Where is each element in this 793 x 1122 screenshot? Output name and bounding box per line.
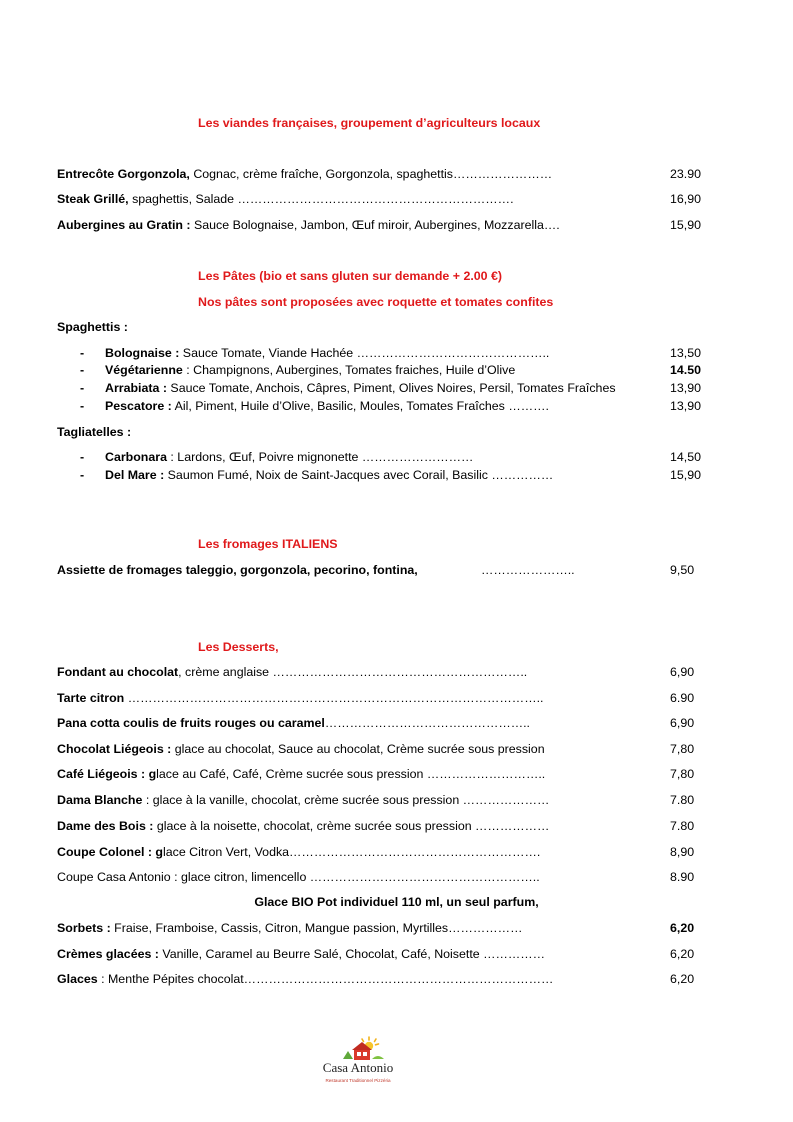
- menu-item-arrabiata: [105, 381, 616, 396]
- item-name: Café Liégeois : g: [57, 767, 157, 781]
- price-sorbets: 6,20: [670, 921, 695, 935]
- price-entrecote: 23.90: [670, 167, 702, 181]
- glace-bio-title: Glace BIO Pot individuel 110 ml, un seul parfum,: [254, 895, 539, 909]
- price-cheese-plate: 9,50: [670, 563, 695, 577]
- menu-item-glaces: [57, 972, 553, 987]
- menu-item-entrecote: [57, 167, 552, 182]
- price-pescatore: 13,90: [670, 399, 702, 413]
- item-name: Tarte citron: [57, 691, 125, 705]
- price-tarte-citron: 6.90: [670, 691, 695, 705]
- restaurant-logo: [316, 1036, 400, 1090]
- logo-name: Casa Antonio: [322, 1060, 394, 1075]
- price-cremes-glacees: 6,20: [670, 947, 695, 961]
- price-chocolat-liegeois: 7,80: [670, 742, 695, 756]
- menu-item-cafe-liegeois: [57, 767, 545, 782]
- item-name: Bolognaise :: [105, 346, 180, 360]
- menu-item-cheese-plate: Assiette de fromages taleggio, gorgonzola, pecorino, fontina,: [57, 563, 418, 577]
- item-description: spaghettis, Salade ………………………………………………………….: [128, 192, 514, 206]
- item-name: Pana cotta coulis de fruits rouges ou caramel: [57, 716, 325, 730]
- item-description: Ail, Piment, Huile d’Olive, Basilic, Moules, Tomates Fraîches ……….: [171, 399, 549, 413]
- price-steak: 16,90: [670, 192, 702, 206]
- menu-item-coupe-casa-antonio: [57, 870, 540, 885]
- bullet-dash: -: [80, 450, 85, 464]
- bullet-dash: -: [80, 468, 85, 482]
- item-name: Entrecôte Gorgonzola,: [57, 167, 190, 181]
- menu-item-pescatore: [105, 399, 549, 414]
- item-name: Dame des Bois :: [57, 819, 154, 833]
- price-arrabiata: 13,90: [670, 381, 702, 395]
- item-name: Sorbets :: [57, 921, 111, 935]
- menu-item-steak: [57, 192, 514, 207]
- item-name: Arrabiata :: [105, 381, 167, 395]
- item-name: Glaces: [57, 972, 98, 986]
- menu-item-tarte-citron: [57, 691, 543, 706]
- price-cafe-liegeois: 7,80: [670, 767, 695, 781]
- price-vegetarienne: 14.50: [670, 363, 702, 377]
- price-carbonara: 14,50: [670, 450, 702, 464]
- item-description: : Champignons, Aubergines, Tomates fraiches, Huile d’Olive: [182, 363, 516, 377]
- price-aubergines: 15,90: [670, 218, 702, 232]
- menu-item-cremes-glacees: [57, 947, 545, 962]
- menu-item-sorbets: [57, 921, 522, 936]
- item-description: lace Citron Vert, Vodka…………………………………………………….: [163, 845, 541, 859]
- item-description: Sauce Tomate, Viande Hachée ………………………………………..: [179, 346, 550, 360]
- item-description: Sauce Bolognaise, Jambon, Œuf miroir, Aubergines, Mozzarella….: [190, 218, 560, 232]
- item-description: Cognac, crème fraîche, Gorgonzola, spaghettis……………………: [189, 167, 553, 181]
- price-dame-des-bois: 7.80: [670, 819, 695, 833]
- price-glaces: 6,20: [670, 972, 695, 986]
- menu-item-aubergines: [57, 218, 560, 233]
- item-description: Fraise, Framboise, Cassis, Citron, Mangue passion, Myrtilles………………: [110, 921, 523, 935]
- bullet-dash: -: [80, 399, 85, 413]
- pasta-section-title: Les Pâtes (bio et sans gluten sur demande + 2.00 €): [198, 269, 503, 283]
- item-description: Coupe Casa Antonio : glace citron, limencello ………………………………………………..: [57, 870, 540, 884]
- item-description: : glace à la vanille, chocolat, crème sucrée sous pression …………………: [142, 793, 550, 807]
- cheese-dots: …………………..: [481, 563, 575, 577]
- price-fondant: 6,90: [670, 665, 695, 679]
- menu-item-carbonara: [105, 450, 473, 465]
- item-description: Saumon Fumé, Noix de Saint-Jacques avec Corail, Basilic ……………: [164, 468, 554, 482]
- menu-item-dama-blanche: [57, 793, 549, 808]
- price-del-mare: 15,90: [670, 468, 702, 482]
- bullet-dash: -: [80, 381, 85, 395]
- item-name: Steak Grillé,: [57, 192, 129, 206]
- item-name: Del Mare :: [105, 468, 165, 482]
- menu-item-chocolat-liegeois: [57, 742, 545, 757]
- meats-section-title: Les viandes françaises, groupement d’agriculteurs locaux: [198, 116, 541, 130]
- item-description: glace au chocolat, Sauce au chocolat, Crème sucrée sous pression: [171, 742, 545, 756]
- item-description: …………………………………………..: [324, 716, 530, 730]
- menu-item-fondant: [57, 665, 527, 680]
- item-name: Coupe Colonel : g: [57, 845, 163, 859]
- menu-item-bolognaise: [105, 346, 549, 361]
- price-bolognaise: 13,50: [670, 346, 702, 360]
- item-name: Chocolat Liégeois :: [57, 742, 172, 756]
- logo-tagline: Restaurant Traditionnel Pizzéria: [325, 1078, 391, 1083]
- item-description: glace à la noisette, chocolat, crème sucrée sous pression ………………: [153, 819, 550, 833]
- spaghettis-label: Spaghettis :: [57, 320, 128, 334]
- bullet-dash: -: [80, 363, 85, 377]
- desserts-section-title: Les Desserts,: [198, 640, 279, 654]
- item-description: : Menthe Pépites chocolat…………………………………………………………………: [97, 972, 554, 986]
- tagliatelles-label: Tagliatelles :: [57, 425, 132, 439]
- item-name: Crèmes glacées :: [57, 947, 159, 961]
- item-name: Fondant au chocolat: [57, 665, 179, 679]
- house-sun-icon: [316, 1036, 400, 1062]
- item-description: ………………………………………………………………………………………..: [124, 691, 544, 705]
- item-description: , crème anglaise ……………………………………………………..: [178, 665, 528, 679]
- menu-item-coupe-colonel: [57, 845, 540, 860]
- price-coupe-casa-antonio: 8.90: [670, 870, 695, 884]
- item-name: Carbonara: [105, 450, 167, 464]
- menu-item-pana-cotta: [57, 716, 530, 731]
- price-pana-cotta: 6,90: [670, 716, 695, 730]
- price-dama-blanche: 7.80: [670, 793, 695, 807]
- item-description: Sauce Tomate, Anchois, Câpres, Piment, Olives Noires, Persil, Tomates Fraîches: [166, 381, 616, 395]
- pasta-section-subtitle: Nos pâtes sont proposées avec roquette et tomates confites: [198, 295, 554, 309]
- menu-item-dame-des-bois: [57, 819, 549, 834]
- menu-item-vegetarienne: [105, 363, 515, 378]
- item-name: Aubergines au Gratin :: [57, 218, 191, 232]
- bullet-dash: -: [80, 346, 85, 360]
- menu-item-del-mare: [105, 468, 553, 483]
- item-description: lace au Café, Café, Crème sucrée sous pression ………………………..: [156, 767, 546, 781]
- price-coupe-colonel: 8,90: [670, 845, 695, 859]
- item-name: Végétarienne: [105, 363, 183, 377]
- cheese-section-title: Les fromages ITALIENS: [198, 537, 338, 551]
- item-name: Pescatore :: [105, 399, 172, 413]
- item-description: : Lardons, Œuf, Poivre mignonette ………………………: [166, 450, 474, 464]
- item-description: Vanille, Caramel au Beurre Salé, Chocolat, Café, Noisette ……………: [158, 947, 546, 961]
- item-name: Dama Blanche: [57, 793, 143, 807]
